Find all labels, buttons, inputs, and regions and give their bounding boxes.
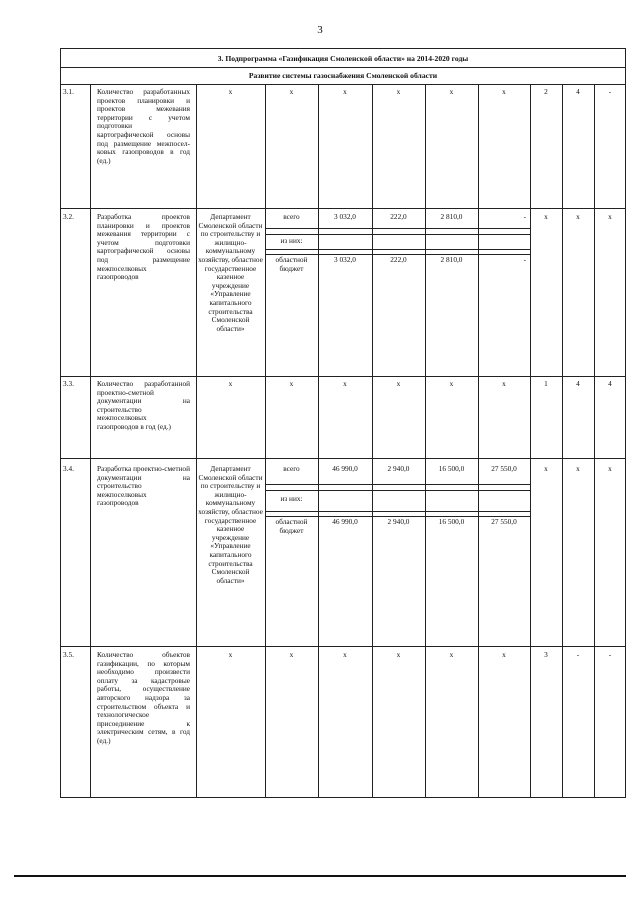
row-3-4-label-regional: областной бюджет (275, 517, 308, 535)
row-3-1-target2: 4 (576, 87, 580, 96)
row-3-2-target1: х (544, 212, 548, 221)
row-3-1-total: х (343, 87, 347, 96)
row-3-4-total-y3: 27 550,0 (491, 464, 517, 473)
row-3-3-fin-source: х (289, 379, 294, 388)
row-3-4-regional-y1: 2 940,0 (387, 517, 410, 526)
row-3-3-year1: х (396, 379, 401, 388)
row-3-2-executor: Департамент Смоленской области по строительству и жилищно-коммунальному хозяйству, областное государственное казенное учреждение «Управление капитального строительства Смоленской области» (198, 212, 263, 333)
row-3-1-executor: х (228, 87, 233, 96)
row-3-5-description: Количество объектов газификации, по которым необходимо произвести оплату за кадастровые работы, осуществление авторского надзора за строительством объекта и технологическое присоединение к электрическим сетям, в год (ед.) (97, 650, 190, 745)
row-3-5-executor: х (228, 650, 233, 659)
row-3-1-number: 3.1. (63, 87, 74, 96)
row-3-2-target2: х (576, 212, 580, 221)
row-3-2-total-y2: 2 810,0 (440, 212, 463, 221)
row-3-5-total: х (343, 650, 347, 659)
row-3-5-target1: 3 (544, 650, 548, 659)
row-3-2-description: Разработка проектов планировки и проектов межевания территории с учетом подготовки картографической основы под размещение межпоселковых газопроводов (97, 212, 190, 282)
row-3-4-target1: х (544, 464, 548, 473)
row-3-1-fin-source: х (289, 87, 294, 96)
row-3-1-year3: х (502, 87, 506, 96)
row-3-1-target1: 2 (544, 87, 548, 96)
page-bottom-rule (14, 875, 626, 877)
row-3-3-number: 3.3. (63, 379, 74, 388)
row-3-4-regional-sum: 46 990,0 (332, 517, 358, 526)
row-3-5-fin-source: х (289, 650, 294, 659)
row-3-4-description: Разработка проектно-сметной документации на строительство межпоселковых газопроводов (97, 464, 190, 508)
row-3-3-description: Количество разработанной проектно-сметной документации на строительство межпоселковых газопроводов в год (ед.) (97, 379, 190, 431)
row-3-4-label-of-which: из них: (280, 494, 303, 503)
row-3-2-target3: х (608, 212, 612, 221)
row-3-2-total-sum: 3 032,0 (334, 212, 356, 221)
row-3-2-label-of-which: из них: (280, 236, 303, 245)
row-3-2-total-y1: 222,0 (390, 212, 407, 221)
row-3-4-target2: х (576, 464, 580, 473)
row-3-2-label-regional: областной бюджет (275, 255, 308, 273)
row-3-4-total-y1: 2 940,0 (387, 464, 410, 473)
row-3-2-regional-sum: 3 032,0 (334, 255, 356, 264)
row-3-2-regional-y2: 2 810,0 (440, 255, 463, 264)
row-3-3-total: х (343, 379, 347, 388)
row-3-4-regional-y3: 27 550,0 (491, 517, 517, 526)
row-3-4-executor: Департамент Смоленской области по строительству и жилищно-коммунальному хозяйству, областное государственное казенное учреждение «Управление капитального строительства Смоленской области» (198, 464, 263, 585)
row-3-3-year3: х (502, 379, 506, 388)
row-3-5-year1: х (396, 650, 401, 659)
row-3-4-regional-y2: 16 500,0 (438, 517, 465, 526)
row-3-3-target2: 4 (576, 379, 580, 388)
row-3-3-target3: 4 (608, 379, 612, 388)
row-3-1-year2: х (449, 87, 454, 96)
page-number: 3 (317, 24, 323, 36)
row-3-5-target2: - (576, 650, 580, 659)
row-3-4-target3: х (608, 464, 612, 473)
row-3-4-label-total: всего (283, 464, 300, 473)
row-3-2-number: 3.2. (63, 212, 74, 221)
row-3-5-year3: х (502, 650, 506, 659)
row-3-4-total-y2: 16 500,0 (438, 464, 465, 473)
row-3-3-executor: х (228, 379, 233, 388)
row-3-2-regional-y3: - (523, 255, 526, 264)
row-3-5-target3: - (608, 650, 612, 659)
row-3-4-number: 3.4. (63, 464, 74, 473)
row-3-5-year2: х (449, 650, 454, 659)
row-3-2-regional-y1: 222,0 (390, 255, 407, 264)
row-3-4-total-sum: 46 990,0 (332, 464, 358, 473)
row-3-3-target1: 1 (544, 379, 548, 388)
row-3-2-total-y3: - (523, 212, 526, 221)
row-3-1-year1: х (396, 87, 401, 96)
subprogram-title: 3. Подпрограмма «Газификация Смоленской области» на 2014-2020 годы (217, 54, 469, 63)
row-3-5-number: 3.5. (63, 650, 74, 659)
row-3-1-target3: - (608, 87, 612, 96)
row-3-2-label-total: всего (283, 212, 300, 221)
section-title: Развитие системы газоснабжения Смоленской области (248, 71, 438, 80)
row-3-1-description: Количество разработанных проектов планировки и проектов межевания территории с учетом подготовки картографической основы под размещение межпосел-ковых газопроводов в год (ед.) (97, 87, 190, 165)
row-3-3-year2: х (449, 379, 454, 388)
